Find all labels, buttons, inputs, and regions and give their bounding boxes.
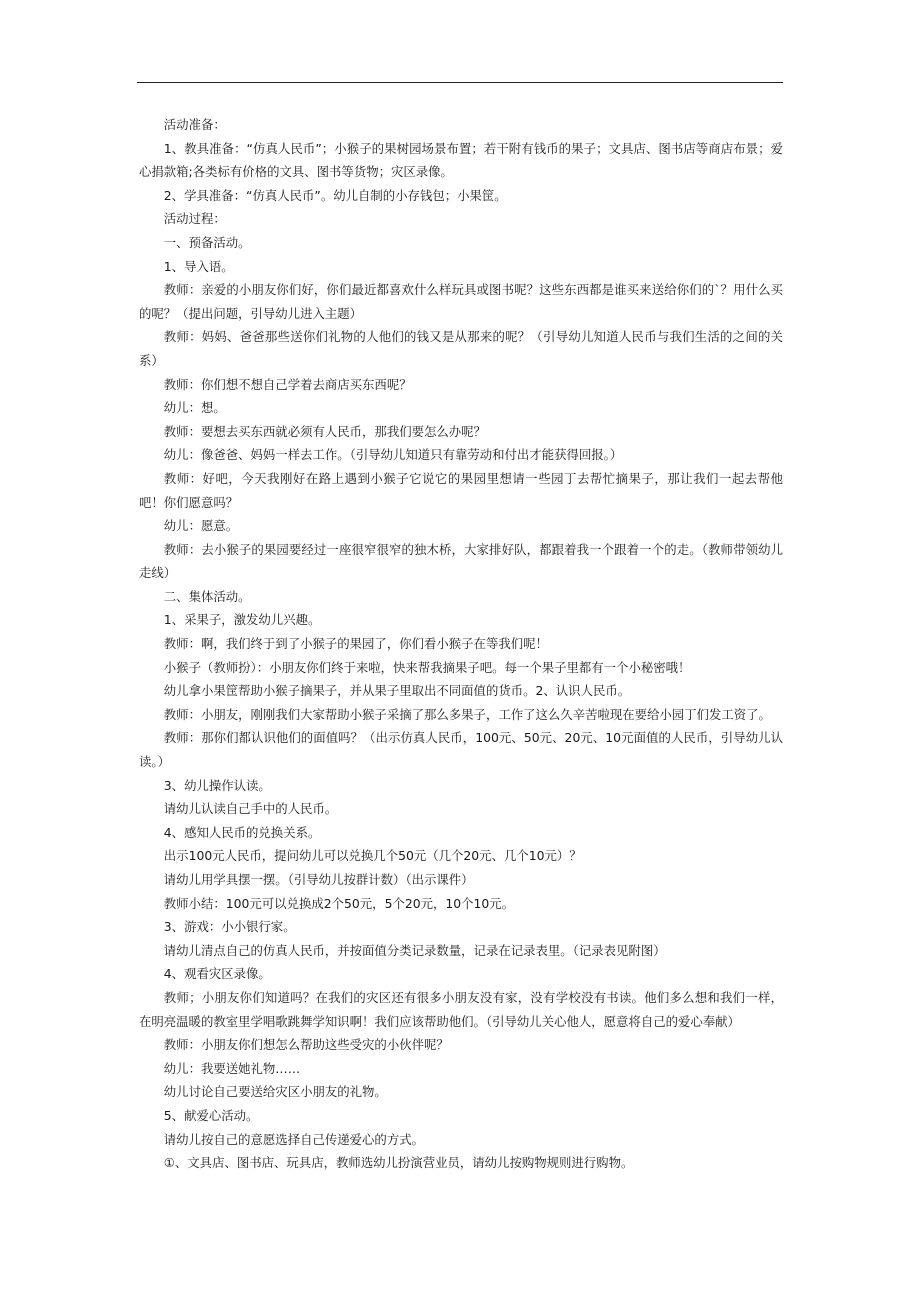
- paragraph: 二、集体活动。: [163, 588, 251, 604]
- document-body: [139, 113, 783, 1175]
- paragraph: 教师：你们想不想自己学着去商店买东西呢？: [163, 376, 412, 392]
- paragraph: 教师：小朋友，刚刚我们大家帮助小猴子采摘了那么多果子，工作了这么久辛苦啦现在要给小园丁们发工资了。: [163, 706, 771, 722]
- paragraph: 教师：好吧，今天我刚好在路上遇到小猴子它说它的果园里想请一些园丁去帮忙摘果子，那让我们一起去帮他吧！你们愿意吗？: [139, 470, 783, 510]
- paragraph: 幼儿：像爸爸、妈妈一样去工作。（引导幼儿知道只有靠劳动和付出才能获得回报。）: [163, 447, 623, 463]
- paragraph: 教师；小朋友你们知道吗？在我们的灾区还有很多小朋友没有家，没有学校没有书读。他们多么想和我们一样，在明亮温暖的教室里学唱歌跳舞学知识啊！我们应该帮助他们。（引导幼儿关心他人，愿意将自己的爱心奉献）: [139, 989, 783, 1029]
- paragraph: 教师：那你们都认识他们的面值吗？（出示仿真人民币，100元、50元、20元、10元面值的人民币，引导幼儿认读。）: [139, 730, 783, 770]
- paragraph: 请幼儿按自己的意愿选择自己传递爱心的方式。: [163, 1131, 424, 1147]
- paragraph: 幼儿讨论自己要送给灾区小朋友的礼物。: [163, 1084, 387, 1100]
- paragraph: 教师：小朋友你们想怎么帮助这些受灾的小伙伴呢？: [163, 1037, 449, 1053]
- header-rule: [137, 82, 783, 83]
- paragraph: 小猴子（教师扮）：小朋友你们终于来啦，快来帮我摘果子吧。每一个果子里都有一个小秘密哦！: [163, 659, 691, 675]
- paragraph: 活动过程：: [163, 211, 226, 227]
- paragraph: 4、感知人民币的兑换关系。: [163, 824, 321, 840]
- paragraph: 教师：要想去买东西就必须有人民币，那我们要怎么办呢？: [163, 423, 486, 439]
- paragraph: 2、学具准备：“仿真人民币”。幼儿自制的小存钱包；小果筐。: [163, 187, 507, 203]
- paragraph: 1、采果子，激发幼儿兴趣。: [163, 612, 321, 628]
- paragraph: 请幼儿清点自己的仿真人民币，并按面值分类记录数量，记录在记录表里。（记录表见附图）: [163, 942, 666, 958]
- paragraph: 出示100元人民币，提问幼儿可以兑换几个50元（几个20元、几个10元）？: [163, 848, 582, 864]
- paragraph: ①、文具店、图书店、玩具店，教师选幼儿扮演营业员，请幼儿按购物规则进行购物。: [163, 1155, 634, 1171]
- paragraph: 1、导入语。: [163, 258, 234, 274]
- paragraph: 幼儿：想。: [163, 400, 226, 416]
- paragraph: 教师小结：100元可以兑换成2个50元，5个20元，10个10元。: [163, 895, 515, 911]
- paragraph: 活动准备：: [163, 117, 226, 132]
- paragraph: 幼儿拿小果筐帮助小猴子摘果子，并从果子里取出不同面值的货币。2、认识人民币。: [163, 683, 631, 699]
- paragraph: 教师：啊，我们终于到了小猴子的果园了，你们看小猴子在等我们呢！: [163, 636, 548, 652]
- paragraph: 教师：妈妈、爸爸那些送你们礼物的人他们的钱又是从那来的呢？（引导幼儿知道人民币与我们生活的之间的关系）: [139, 329, 783, 368]
- paragraph: 请幼儿认读自己手中的人民币。: [163, 801, 338, 817]
- paragraph: 5、献爱心活动。: [163, 1107, 259, 1123]
- paragraph: 4、观看灾区录像。: [163, 966, 271, 982]
- paragraph: 3、游戏：小小银行家。: [163, 919, 296, 935]
- paragraph: 请幼儿用学具摆一摆。（引导幼儿按群计数）（出示课件）: [163, 872, 474, 887]
- paragraph: 幼儿：愿意。: [163, 518, 239, 534]
- paragraph: 3、幼儿操作认读。: [163, 777, 271, 793]
- paragraph: 教师：亲爱的小朋友你们好，你们最近都喜欢什么样玩具或图书呢？这些东西都是谁买来送给你们的`？用什么买的呢？（提出问题，引导幼儿进入主题）: [139, 282, 783, 321]
- paragraph: 一、预备活动。: [163, 234, 251, 250]
- paragraph: 幼儿：我要送她礼物……: [163, 1060, 301, 1076]
- paragraph: 教师：去小猴子的果园要经过一座很窄很窄的独木桥，大家排好队，都跟着我一个跟着一个的走。（教师带领幼儿走线）: [139, 541, 783, 581]
- paragraph: 1、教具准备：“仿真人民币”；小猴子的果树园场景布置；若干附有钱币的果子；文具店、图书店等商店布景；爱心捐款箱;各类标有价格的文具、图书等货物；灾区录像。: [139, 140, 783, 180]
